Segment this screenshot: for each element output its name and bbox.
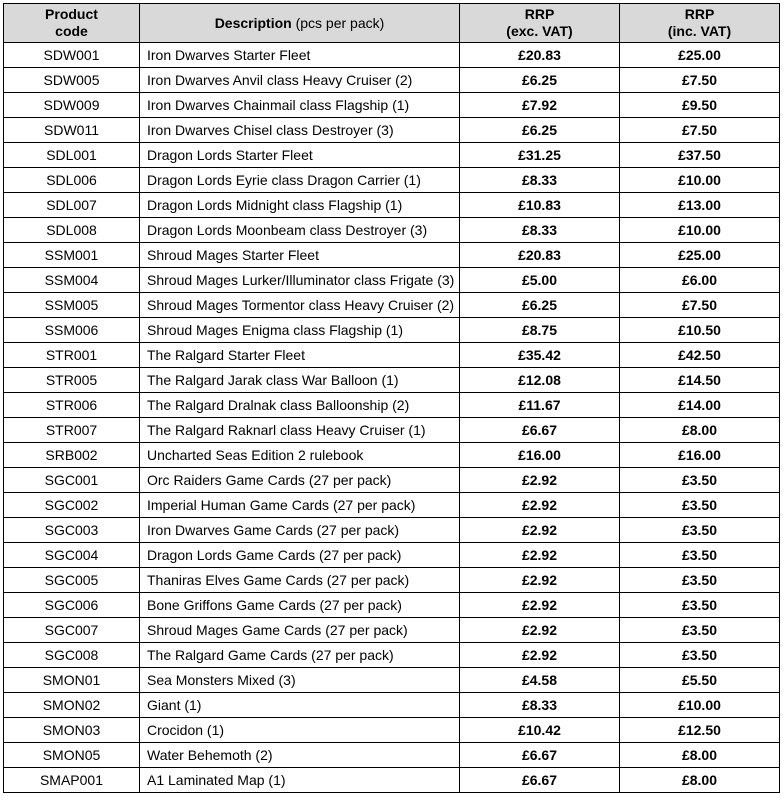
product-code-cell: SMON05 xyxy=(4,743,140,768)
rrp-exc-vat-cell: £12.08 xyxy=(460,368,620,393)
description-cell: Iron Dwarves Starter Fleet xyxy=(140,43,460,68)
table-row xyxy=(4,693,780,718)
rrp-exc-vat-cell: £5.00 xyxy=(460,268,620,293)
rrp-exc-vat-cell: £20.83 xyxy=(460,243,620,268)
product-code-cell: STR005 xyxy=(4,368,140,393)
table-header xyxy=(4,4,780,43)
description-cell: Dragon Lords Eyrie class Dragon Carrier (1) xyxy=(140,168,460,193)
product-code-cell: SGC002 xyxy=(4,493,140,518)
table-row xyxy=(4,368,780,393)
table-row xyxy=(4,193,780,218)
description-cell: Iron Dwarves Game Cards (27 per pack) xyxy=(140,518,460,543)
table-row xyxy=(4,518,780,543)
product-code-cell: SMON02 xyxy=(4,693,140,718)
product-code-cell: SMAP001 xyxy=(4,768,140,793)
rrp-inc-vat-cell: £12.50 xyxy=(620,718,780,743)
rrp-exc-vat-cell: £2.92 xyxy=(460,518,620,543)
table-row xyxy=(4,393,780,418)
description-cell: Dragon Lords Midnight class Flagship (1) xyxy=(140,193,460,218)
product-code-cell: SGC001 xyxy=(4,468,140,493)
description-cell: Water Behemoth (2) xyxy=(140,743,460,768)
rrp-exc-vat-cell: £2.92 xyxy=(460,543,620,568)
table-row xyxy=(4,643,780,668)
description-cell: Iron Dwarves Chisel class Destroyer (3) xyxy=(140,118,460,143)
rrp-inc-vat-cell: £37.50 xyxy=(620,143,780,168)
product-code-cell: SDW011 xyxy=(4,118,140,143)
rrp-inc-vat-cell: £3.50 xyxy=(620,593,780,618)
header-description-sub: (pcs per pack) xyxy=(295,14,385,31)
product-code-cell: SSM001 xyxy=(4,243,140,268)
table-body xyxy=(4,43,780,793)
rrp-inc-vat-cell: £13.00 xyxy=(620,193,780,218)
table-row xyxy=(4,718,780,743)
table-row xyxy=(4,668,780,693)
table-row xyxy=(4,168,780,193)
rrp-exc-vat-cell: £6.25 xyxy=(460,68,620,93)
product-code-cell: SRB002 xyxy=(4,443,140,468)
description-cell: The Ralgard Game Cards (27 per pack) xyxy=(140,643,460,668)
rrp-exc-vat-cell: £4.58 xyxy=(460,668,620,693)
description-cell: Shroud Mages Game Cards (27 per pack) xyxy=(140,618,460,643)
rrp-exc-vat-cell: £8.33 xyxy=(460,218,620,243)
rrp-exc-vat-cell: £8.75 xyxy=(460,318,620,343)
rrp-inc-vat-cell: £8.00 xyxy=(620,768,780,793)
rrp-inc-vat-cell: £5.50 xyxy=(620,668,780,693)
table-row xyxy=(4,68,780,93)
description-cell: Crocidon (1) xyxy=(140,718,460,743)
rrp-inc-vat-cell: £14.50 xyxy=(620,368,780,393)
rrp-inc-vat-cell: £3.50 xyxy=(620,518,780,543)
rrp-exc-vat-cell: £11.67 xyxy=(460,393,620,418)
rrp-inc-vat-cell: £10.00 xyxy=(620,168,780,193)
header-row xyxy=(4,4,780,43)
description-cell: Dragon Lords Starter Fleet xyxy=(140,143,460,168)
product-code-cell: SGC008 xyxy=(4,643,140,668)
price-list-table xyxy=(3,3,780,793)
rrp-exc-vat-cell: £6.67 xyxy=(460,743,620,768)
rrp-exc-vat-cell: £2.92 xyxy=(460,568,620,593)
rrp-exc-vat-cell: £8.33 xyxy=(460,693,620,718)
table-row xyxy=(4,443,780,468)
product-code-cell: SMON01 xyxy=(4,668,140,693)
rrp-exc-vat-cell: £6.25 xyxy=(460,118,620,143)
description-cell: Dragon Lords Moonbeam class Destroyer (3) xyxy=(140,218,460,243)
description-cell: Uncharted Seas Edition 2 rulebook xyxy=(140,443,460,468)
description-cell: Sea Monsters Mixed (3) xyxy=(140,668,460,693)
rrp-inc-vat-cell: £7.50 xyxy=(620,68,780,93)
rrp-exc-vat-cell: £2.92 xyxy=(460,643,620,668)
rrp-inc-vat-cell: £8.00 xyxy=(620,743,780,768)
product-code-cell: SDL008 xyxy=(4,218,140,243)
rrp-inc-vat-cell: £3.50 xyxy=(620,568,780,593)
header-rrp-exc-line1: RRP xyxy=(524,6,555,22)
rrp-exc-vat-cell: £16.00 xyxy=(460,443,620,468)
description-cell: Orc Raiders Game Cards (27 per pack) xyxy=(140,468,460,493)
table-row xyxy=(4,743,780,768)
header-description xyxy=(140,4,460,43)
description-cell: Iron Dwarves Chainmail class Flagship (1) xyxy=(140,93,460,118)
header-rrp-exc-line2: (exc. VAT) xyxy=(506,23,573,39)
rrp-inc-vat-cell: £10.00 xyxy=(620,693,780,718)
table-row xyxy=(4,418,780,443)
rrp-exc-vat-cell: £8.33 xyxy=(460,168,620,193)
rrp-exc-vat-cell: £10.42 xyxy=(460,718,620,743)
table-row xyxy=(4,243,780,268)
rrp-inc-vat-cell: £6.00 xyxy=(620,268,780,293)
product-code-cell: SDW001 xyxy=(4,43,140,68)
rrp-inc-vat-cell: £10.00 xyxy=(620,218,780,243)
description-cell: The Ralgard Dralnak class Balloonship (2) xyxy=(140,393,460,418)
header-product-code-line2: code xyxy=(55,23,88,39)
rrp-exc-vat-cell: £31.25 xyxy=(460,143,620,168)
header-rrp-inc-vat xyxy=(620,4,780,43)
rrp-exc-vat-cell: £20.83 xyxy=(460,43,620,68)
header-product-code xyxy=(4,4,140,43)
description-cell: A1 Laminated Map (1) xyxy=(140,768,460,793)
rrp-inc-vat-cell: £3.50 xyxy=(620,543,780,568)
table-row xyxy=(4,318,780,343)
description-cell: Thaniras Elves Game Cards (27 per pack) xyxy=(140,568,460,593)
product-code-cell: SDL001 xyxy=(4,143,140,168)
rrp-inc-vat-cell: £3.50 xyxy=(620,618,780,643)
product-code-cell: SGC006 xyxy=(4,593,140,618)
table-row xyxy=(4,93,780,118)
product-code-cell: STR007 xyxy=(4,418,140,443)
product-code-cell: SDW009 xyxy=(4,93,140,118)
product-code-cell: SSM004 xyxy=(4,268,140,293)
description-cell: Shroud Mages Starter Fleet xyxy=(140,243,460,268)
rrp-exc-vat-cell: £6.25 xyxy=(460,293,620,318)
table-row xyxy=(4,593,780,618)
product-code-cell: SDL007 xyxy=(4,193,140,218)
table-row xyxy=(4,43,780,68)
table-row xyxy=(4,268,780,293)
description-cell: Shroud Mages Enigma class Flagship (1) xyxy=(140,318,460,343)
table-row xyxy=(4,468,780,493)
rrp-inc-vat-cell: £8.00 xyxy=(620,418,780,443)
table-row xyxy=(4,343,780,368)
description-cell: The Ralgard Starter Fleet xyxy=(140,343,460,368)
header-description-label: Description xyxy=(214,14,292,31)
description-cell: Shroud Mages Lurker/Illuminator class Frigate (3) xyxy=(140,268,460,293)
table-row xyxy=(4,143,780,168)
rrp-exc-vat-cell: £6.67 xyxy=(460,418,620,443)
product-code-cell: SGC005 xyxy=(4,568,140,593)
rrp-inc-vat-cell: £3.50 xyxy=(620,643,780,668)
rrp-exc-vat-cell: £2.92 xyxy=(460,468,620,493)
product-code-cell: SDL006 xyxy=(4,168,140,193)
description-cell: Bone Griffons Game Cards (27 per pack) xyxy=(140,593,460,618)
table-row xyxy=(4,568,780,593)
product-code-cell: SSM006 xyxy=(4,318,140,343)
rrp-exc-vat-cell: £2.92 xyxy=(460,593,620,618)
product-code-cell: SGC003 xyxy=(4,518,140,543)
rrp-inc-vat-cell: £7.50 xyxy=(620,118,780,143)
product-code-cell: STR006 xyxy=(4,393,140,418)
table-row xyxy=(4,218,780,243)
product-code-cell: SGC004 xyxy=(4,543,140,568)
description-cell: The Ralgard Jarak class War Balloon (1) xyxy=(140,368,460,393)
header-product-code-line1: Product xyxy=(45,6,98,22)
description-cell: Shroud Mages Tormentor class Heavy Cruiser (2) xyxy=(140,293,460,318)
rrp-inc-vat-cell: £14.00 xyxy=(620,393,780,418)
description-cell: Imperial Human Game Cards (27 per pack) xyxy=(140,493,460,518)
table-row xyxy=(4,118,780,143)
header-rrp-inc-line1: RRP xyxy=(684,6,715,22)
description-cell: The Ralgard Raknarl class Heavy Cruiser (1) xyxy=(140,418,460,443)
rrp-inc-vat-cell: £9.50 xyxy=(620,93,780,118)
rrp-inc-vat-cell: £3.50 xyxy=(620,468,780,493)
table-row xyxy=(4,768,780,793)
rrp-inc-vat-cell: £25.00 xyxy=(620,243,780,268)
rrp-exc-vat-cell: £7.92 xyxy=(460,93,620,118)
product-code-cell: SGC007 xyxy=(4,618,140,643)
rrp-inc-vat-cell: £42.50 xyxy=(620,343,780,368)
description-cell: Iron Dwarves Anvil class Heavy Cruiser (2) xyxy=(140,68,460,93)
product-code-cell: SSM005 xyxy=(4,293,140,318)
table-row xyxy=(4,493,780,518)
rrp-inc-vat-cell: £3.50 xyxy=(620,493,780,518)
product-code-cell: STR001 xyxy=(4,343,140,368)
table-row xyxy=(4,293,780,318)
product-code-cell: SMON03 xyxy=(4,718,140,743)
rrp-exc-vat-cell: £6.67 xyxy=(460,768,620,793)
rrp-exc-vat-cell: £2.92 xyxy=(460,493,620,518)
table-row xyxy=(4,543,780,568)
rrp-inc-vat-cell: £25.00 xyxy=(620,43,780,68)
rrp-inc-vat-cell: £10.50 xyxy=(620,318,780,343)
table-row xyxy=(4,618,780,643)
rrp-exc-vat-cell: £10.83 xyxy=(460,193,620,218)
description-cell: Dragon Lords Game Cards (27 per pack) xyxy=(140,543,460,568)
header-rrp-inc-line2: (inc. VAT) xyxy=(667,23,732,39)
description-cell: Giant (1) xyxy=(140,693,460,718)
rrp-exc-vat-cell: £2.92 xyxy=(460,618,620,643)
rrp-exc-vat-cell: £35.42 xyxy=(460,343,620,368)
header-rrp-exc-vat xyxy=(460,4,620,43)
rrp-inc-vat-cell: £16.00 xyxy=(620,443,780,468)
product-code-cell: SDW005 xyxy=(4,68,140,93)
rrp-inc-vat-cell: £7.50 xyxy=(620,293,780,318)
